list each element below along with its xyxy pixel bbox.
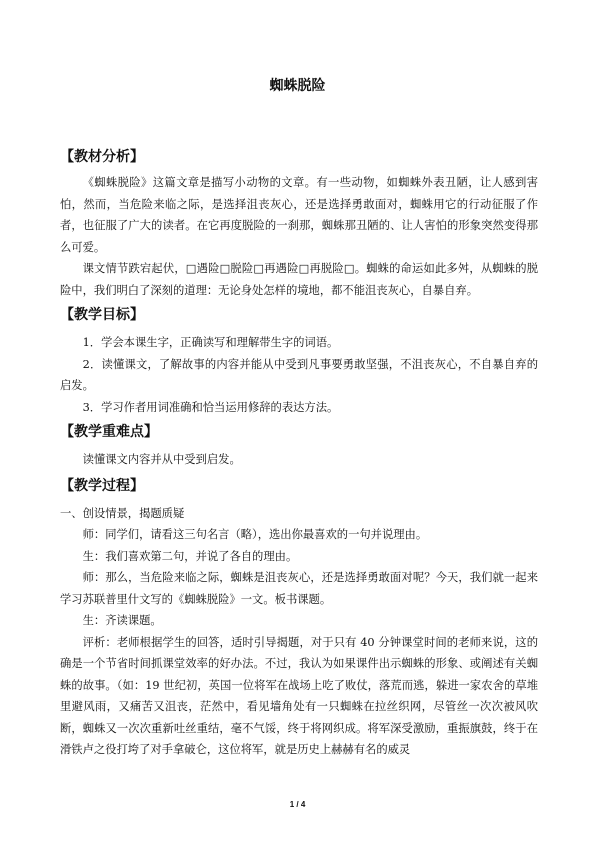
section-heading-goals: 【教学目标】 [60,307,144,323]
goal-item-2: 2．读懂课文，了解故事的内容并能从中受到凡事要勇敢坚强，不沮丧灰心，不自暴自弃的启发。 [60,357,538,392]
analysis-paragraph-1: 《蜘蛛脱险》这篇文章是描写小动物的文章。有一些动物，如蜘蛛外表丑陋，让人感到害怕，然而，当危险来临之际，是选择沮丧灰心，还是选择勇敢面对，蜘蛛用它的行动征服了作者，也征服了广大的读者。在它再度脱险的一刹那，蜘蛛那丑陋的、让人害怕的形象突然变得那么可爱。 [60,176,538,254]
process-line-3: 师：那么，当危险来临之际，蜘蛛是沮丧灰心，还是选择勇敢面对呢？今天，我们就一起来学习苏联普里什文写的《蜘蛛脱险》一文。板书课题。 [60,571,538,606]
page-title: 蜘蛛脱险 [269,78,326,94]
process-line-1: 师：同学们，请看这三句名言（略），选出你最喜欢的一句并说理由。 [82,528,428,541]
goal-item-3: 3．学习作者用词准确和恰当运用修辞的表达方法。 [82,400,339,414]
goal-item-1: 1．学会本课生字，正确读写和理解带生字的词语。 [82,336,339,349]
page-number: 1 / 4 [289,800,306,809]
process-line-4: 生：齐读课题。 [82,614,162,627]
document-body [60,146,538,761]
process-line-2: 生：我们喜欢第二句，并说了各自的理由。 [82,549,298,563]
key-points-paragraph: 读懂课文内容并从中受到启发。 [82,453,241,466]
section-heading-analysis: 【教材分析】 [60,149,144,165]
process-line-5: 评析：老师根据学生的回答，适时引导揭题，对于只有 40 分钟课堂时间的老师来说，这的确是一个节省时间抓课堂效率的好办法。不过，我认为如果课件出示蜘蛛的形象、或阐述有关蜘蛛的故事。（如：19 世纪初，英国一位将军在战场上吃了败仗，落荒而逃，躲进一家农舍的草堆里避风雨，又痛苦又沮丧，茫然中，看见墙角处有一只蜘蛛在拉丝织网，尽管丝一次次被风吹断，蜘蛛又一次次重新吐丝重结，毫不气馁，终于将网织成。将军深受激励，重振旗鼓，终于在滑铁卢之役打垮了对手拿破仑，这位将军，就是历史上赫赫有名的威灵 [60,635,538,756]
section-heading-process: 【教学过程】 [60,477,144,494]
analysis-paragraph-2: 课文情节跌宕起伏，□遇险□脱险□再遇险□再脱险□。蜘蛛的命运如此多舛，从蜘蛛的脱险中，我们明白了深刻的道理：无论身处怎样的境地，都不能沮丧灰心，自暴自弃。 [60,262,538,297]
process-step-1-heading: 一、创设情景，揭题质疑 [60,506,185,520]
section-heading-key-points: 【教学重难点】 [60,424,158,440]
